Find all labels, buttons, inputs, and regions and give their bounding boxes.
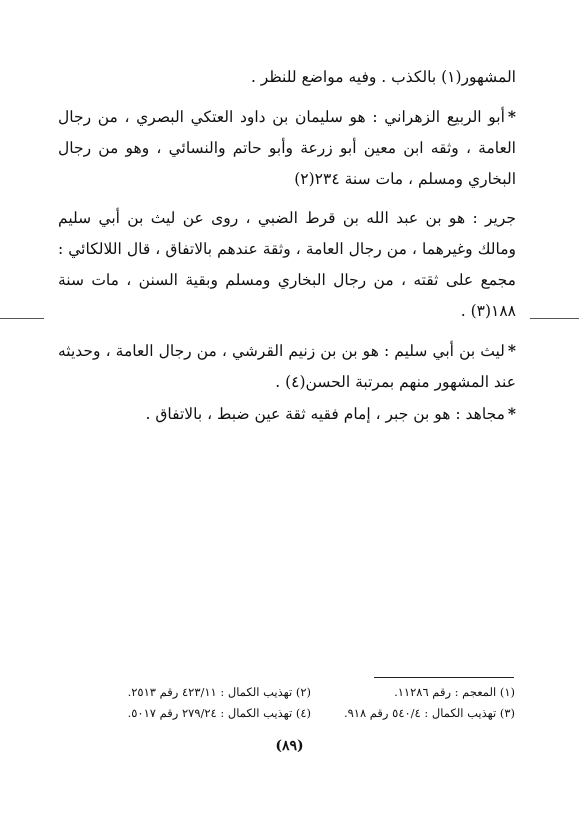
paragraph-3-text: جرير : هو بن عبد الله بن قرط الضبي ، روى عن ليث بن أبي سليم ومالك وغيرهما ، من رجال العامة ، وثقة عندهم بالاتفاق ، قال اللالكائي : مجمع على ثقته ، من رجال البخاري ومسلم وبقية السنن ، مات سنة ١٨٨(٣) .	[58, 209, 516, 320]
footnote-2: (٢) تهذيب الكمال : ٤٢٣/١١ رقم ٢٥١٣.	[127, 685, 311, 699]
page-number: (٨٩)	[275, 738, 304, 754]
footnote-3: (٣) تهذيب الكمال : ٥٤٠/٤ رقم ٩١٨.	[343, 706, 515, 720]
paragraph-5	[58, 398, 516, 430]
paragraph-4-text: ليث بن أبي سليم : هو بن بن زنيم القرشي ، من رجال العامة ، وحديثه عند المشهور منهم بمرتبة الحسن(٤) .	[58, 342, 516, 391]
paragraph-2-text: أبو الربيع الزهراني : هو سليمان بن داود العتكي البصري ، من رجال العامة ، وثقه ابن معين أبو زرعة وأبو حاتم والنسائي ، وهو من رجال البخاري ومسلم ، مات سنة ٢٣٤(٢)	[58, 108, 516, 188]
paragraph-1-text: المشهور(١) بالكذب . وفيه مواضع للنظر .	[250, 68, 516, 86]
asterisk-marker: *	[507, 107, 516, 126]
paragraph-3	[58, 203, 516, 327]
paragraph-5-text: مجاهد : هو بن جبر ، إمام فقيه ثقة عين ضبط ، بالاتفاق .	[145, 405, 505, 423]
paragraph-1	[58, 62, 516, 93]
footnote-4: (٤) تهذيب الكمال : ٢٧٩/٢٤ رقم ٥٠١٧.	[127, 706, 311, 720]
asterisk-marker: *	[507, 341, 516, 360]
footnote-separator	[374, 677, 514, 678]
asterisk-marker: *	[507, 404, 516, 423]
left-margin-mark	[0, 318, 44, 319]
paragraph-2	[58, 101, 516, 195]
right-margin-mark	[530, 318, 579, 319]
main-text	[58, 62, 516, 430]
paragraph-4	[58, 335, 516, 398]
footnote-1: (١) المعجم : رقم ١١٢٨٦.	[394, 685, 515, 699]
